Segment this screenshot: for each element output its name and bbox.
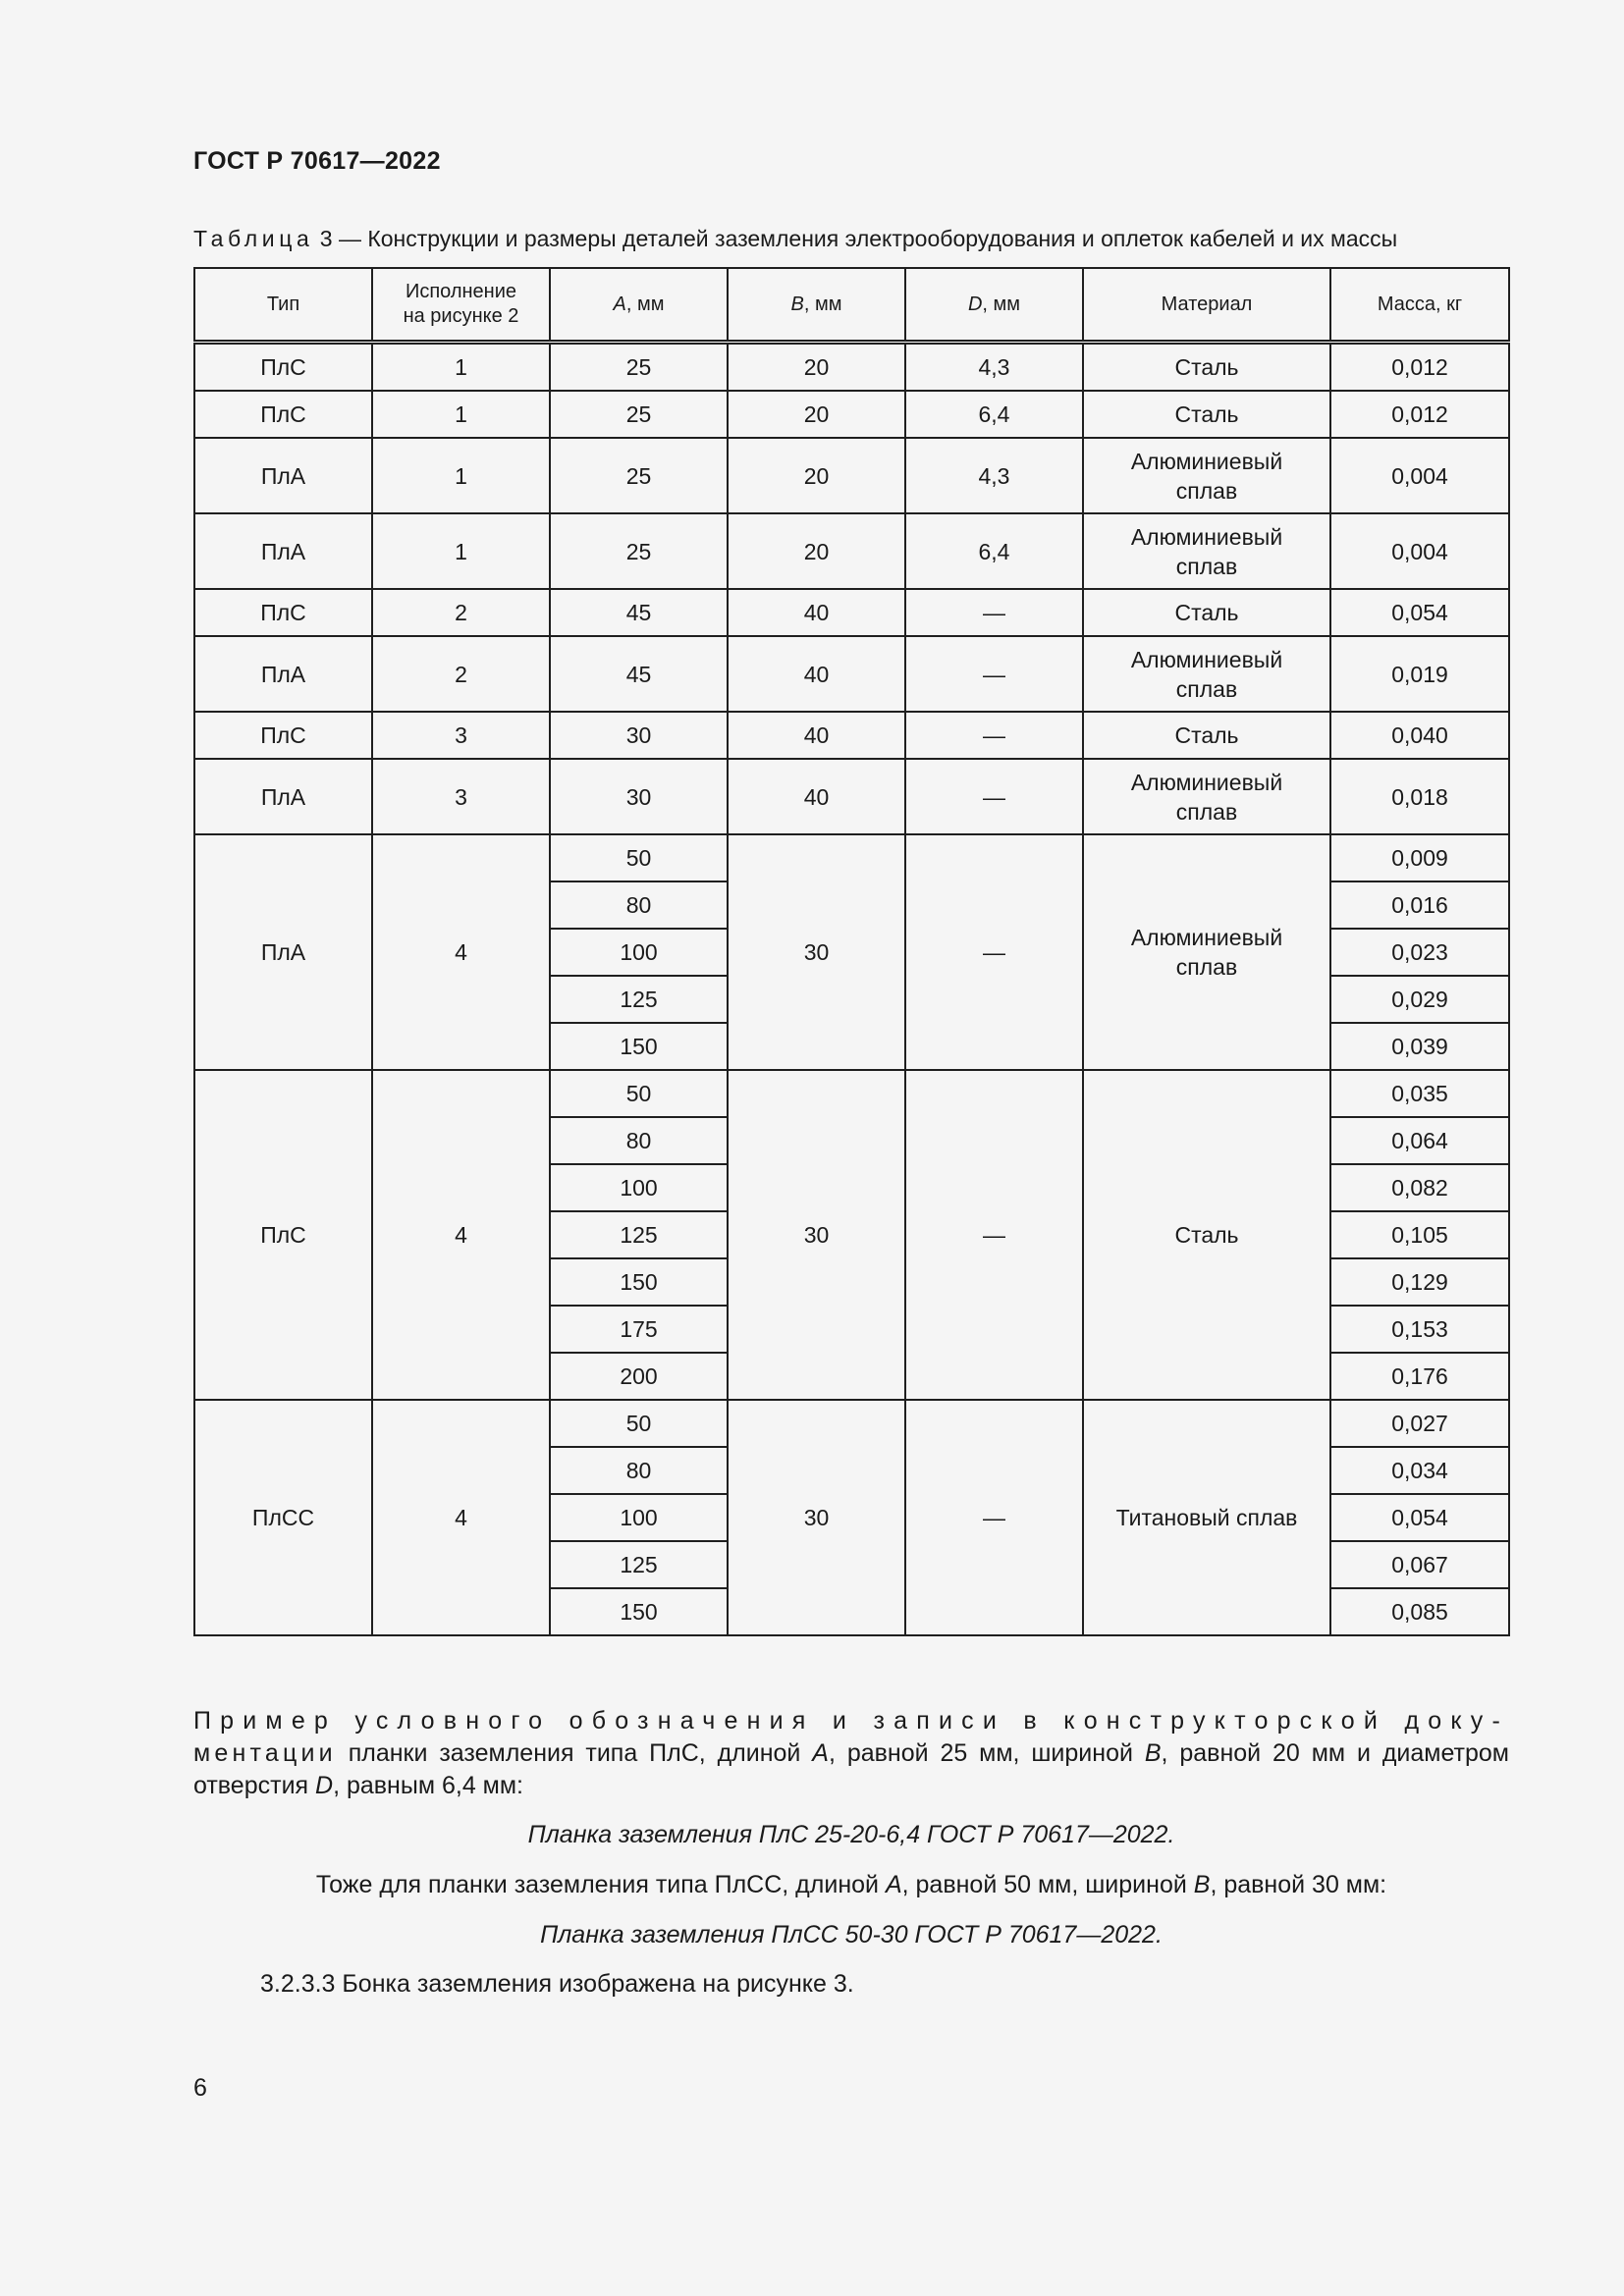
a-cell: 50 [550,1070,728,1117]
mass-cell: 0,039 [1330,1023,1509,1070]
a-cell: 30 [550,712,728,759]
type-cell: ПлСС [194,1400,372,1635]
table-row [194,391,1509,438]
example-paragraph [193,1705,1509,1802]
a-cell: 125 [550,1541,728,1588]
a-cell: 45 [550,589,728,636]
d-cell: 4,3 [905,438,1083,513]
table-row [194,589,1509,636]
material-cell [1083,513,1330,589]
type-cell: ПлА [194,759,372,834]
header-a-letter: A [613,293,626,315]
header-material: Материал [1083,268,1330,343]
a-cell: 25 [550,391,728,438]
a-cell: 175 [550,1306,728,1353]
type-cell: ПлС [194,391,372,438]
material-cell [1083,438,1330,513]
table-caption-text: 3 — Конструкции и размеры деталей заземления электрооборудования и оплеток кабелей и их массы [313,226,1398,251]
material-cell [1083,343,1330,392]
material-line1: Сталь [1174,1222,1239,1248]
material-line1: Сталь [1174,722,1239,748]
type-cell: ПлС [194,1070,372,1400]
material-cell [1083,391,1330,438]
header-a-unit: , мм [625,293,665,315]
mass-cell: 0,054 [1330,1494,1509,1541]
version-cell: 1 [372,343,550,392]
specification-table [193,267,1510,1636]
material-line1: Алюминиевый [1130,448,1283,474]
a-cell: 100 [550,1164,728,1211]
example-designation-2: Планка заземления ПлСС 50-30 ГОСТ Р 70617—2022. [540,1921,1163,1949]
b-cell: 40 [728,759,905,834]
mass-cell: 0,009 [1330,834,1509,881]
mass-cell: 0,067 [1330,1541,1509,1588]
example-intro-spaced2: ментации [193,1739,337,1767]
mass-cell: 0,029 [1330,976,1509,1023]
mass-cell: 0,153 [1330,1306,1509,1353]
version-cell: 1 [372,513,550,589]
material-cell [1083,589,1330,636]
header-version-line2: на рисунке 2 [403,305,519,327]
same-text-3: , равной 30 мм: [1210,1871,1387,1898]
mass-cell: 0,004 [1330,513,1509,589]
d-cell: 4,3 [905,343,1083,392]
version-cell: 1 [372,438,550,513]
example-b-symbol: B [1144,1739,1162,1767]
material-cell [1083,636,1330,712]
header-b [728,268,905,343]
b-cell: 20 [728,391,905,438]
table-row [194,1400,1509,1447]
example-intro-spaced: Пример условного обозначения и записи в конструкторской доку- [193,1707,1509,1735]
table-row [194,1070,1509,1117]
header-b-unit: , мм [803,293,842,315]
material-line1: Сталь [1174,354,1239,380]
table-caption-label: Таблица [193,226,314,251]
a-cell: 25 [550,513,728,589]
mass-cell: 0,085 [1330,1588,1509,1635]
d-cell: 6,4 [905,513,1083,589]
table-row [194,343,1509,392]
d-cell: — [905,712,1083,759]
a-cell: 150 [550,1023,728,1070]
material-line1: Алюминиевый [1130,523,1283,550]
material-line1: Сталь [1174,600,1239,625]
a-cell: 150 [550,1588,728,1635]
material-cell [1083,1070,1330,1400]
a-cell: 200 [550,1353,728,1400]
b-cell: 40 [728,589,905,636]
type-cell: ПлА [194,834,372,1070]
material-line1: Титановый сплав [1115,1505,1298,1530]
material-line2: сплав [1175,675,1238,702]
b-cell: 20 [728,438,905,513]
example-d-symbol: D [315,1772,334,1799]
b-cell: 30 [728,834,905,1070]
header-version [372,268,550,343]
document-header: ГОСТ Р 70617—2022 [193,147,441,175]
same-a-symbol: A [885,1871,902,1898]
same-b-symbol: B [1193,1871,1211,1898]
mass-cell: 0,064 [1330,1117,1509,1164]
d-cell: — [905,834,1083,1070]
page-number: 6 [193,2074,207,2102]
table-caption [193,226,1509,252]
version-cell: 2 [372,589,550,636]
table-row [194,513,1509,589]
material-line2: сплав [1175,954,1238,980]
b-cell: 20 [728,513,905,589]
table-row [194,712,1509,759]
a-cell: 50 [550,1400,728,1447]
table-row [194,759,1509,834]
header-d-unit: , мм [982,293,1021,315]
header-version-line1: Исполнение [405,281,517,302]
type-cell: ПлА [194,513,372,589]
b-cell: 20 [728,343,905,392]
mass-cell: 0,027 [1330,1400,1509,1447]
version-cell: 1 [372,391,550,438]
table-row [194,438,1509,513]
d-cell: — [905,1070,1083,1400]
header-d-letter: D [967,293,983,315]
a-cell: 80 [550,1117,728,1164]
material-line2: сплав [1175,798,1238,825]
d-cell: — [905,1400,1083,1635]
a-cell: 125 [550,1211,728,1258]
version-cell: 2 [372,636,550,712]
a-cell: 50 [550,834,728,881]
table-header-row [194,268,1509,343]
version-cell: 3 [372,712,550,759]
example-intro-rest3: , равной 20 мм и диаметром отверстия [193,1739,1509,1799]
version-cell: 4 [372,834,550,1070]
example-intro-rest4: , равным 6,4 мм: [333,1772,523,1799]
example-intro-rest2: , равной 25 мм, шириной [828,1739,1145,1767]
mass-cell: 0,019 [1330,636,1509,712]
type-cell: ПлС [194,343,372,392]
table-row [194,834,1509,881]
type-cell: ПлА [194,636,372,712]
d-cell: 6,4 [905,391,1083,438]
mass-cell: 0,176 [1330,1353,1509,1400]
material-line1: Алюминиевый [1130,769,1283,795]
section-3-2-3-3: 3.2.3.3 Бонка заземления изображена на рисунке 3. [260,1970,854,1998]
header-d [905,268,1083,343]
a-cell: 80 [550,1447,728,1494]
a-cell: 100 [550,929,728,976]
b-cell: 40 [728,636,905,712]
material-cell [1083,1400,1330,1635]
a-cell: 125 [550,976,728,1023]
version-cell: 3 [372,759,550,834]
header-a [550,268,728,343]
mass-cell: 0,016 [1330,881,1509,929]
material-cell [1083,712,1330,759]
same-text-1: Тоже для планки заземления типа ПлСС, длиной [315,1871,886,1898]
example-designation-1: Планка заземления ПлС 25-20-6,4 ГОСТ Р 70617—2022. [527,1821,1175,1848]
a-cell: 30 [550,759,728,834]
mass-cell: 0,012 [1330,343,1509,392]
b-cell: 30 [728,1400,905,1635]
table-row [194,636,1509,712]
a-cell: 80 [550,881,728,929]
header-mass: Масса, кг [1330,268,1509,343]
table-body [194,343,1509,1636]
type-cell: ПлС [194,589,372,636]
version-cell: 4 [372,1070,550,1400]
a-cell: 100 [550,1494,728,1541]
a-cell: 25 [550,343,728,392]
example-intro-rest1: планки заземления типа ПлС, длиной [336,1739,813,1767]
mass-cell: 0,054 [1330,589,1509,636]
material-line2: сплав [1175,553,1238,579]
mass-cell: 0,012 [1330,391,1509,438]
same-text-2: , равной 50 мм, шириной [901,1871,1194,1898]
b-cell: 30 [728,1070,905,1400]
material-line1: Алюминиевый [1130,646,1283,672]
same-for-plss-paragraph [193,1869,1509,1901]
mass-cell: 0,023 [1330,929,1509,976]
example-a-symbol: A [812,1739,829,1767]
a-cell: 150 [550,1258,728,1306]
material-line1: Сталь [1174,401,1239,427]
a-cell: 45 [550,636,728,712]
header-b-letter: B [790,293,804,315]
material-cell [1083,759,1330,834]
mass-cell: 0,129 [1330,1258,1509,1306]
mass-cell: 0,082 [1330,1164,1509,1211]
type-cell: ПлС [194,712,372,759]
d-cell: — [905,636,1083,712]
d-cell: — [905,759,1083,834]
mass-cell: 0,035 [1330,1070,1509,1117]
material-line2: сплав [1175,477,1238,504]
type-cell: ПлА [194,438,372,513]
mass-cell: 0,105 [1330,1211,1509,1258]
material-line1: Алюминиевый [1130,925,1283,950]
mass-cell: 0,040 [1330,712,1509,759]
mass-cell: 0,004 [1330,438,1509,513]
a-cell: 25 [550,438,728,513]
mass-cell: 0,018 [1330,759,1509,834]
material-cell [1083,834,1330,1070]
d-cell: — [905,589,1083,636]
mass-cell: 0,034 [1330,1447,1509,1494]
version-cell: 4 [372,1400,550,1635]
header-type: Тип [194,268,372,343]
b-cell: 40 [728,712,905,759]
